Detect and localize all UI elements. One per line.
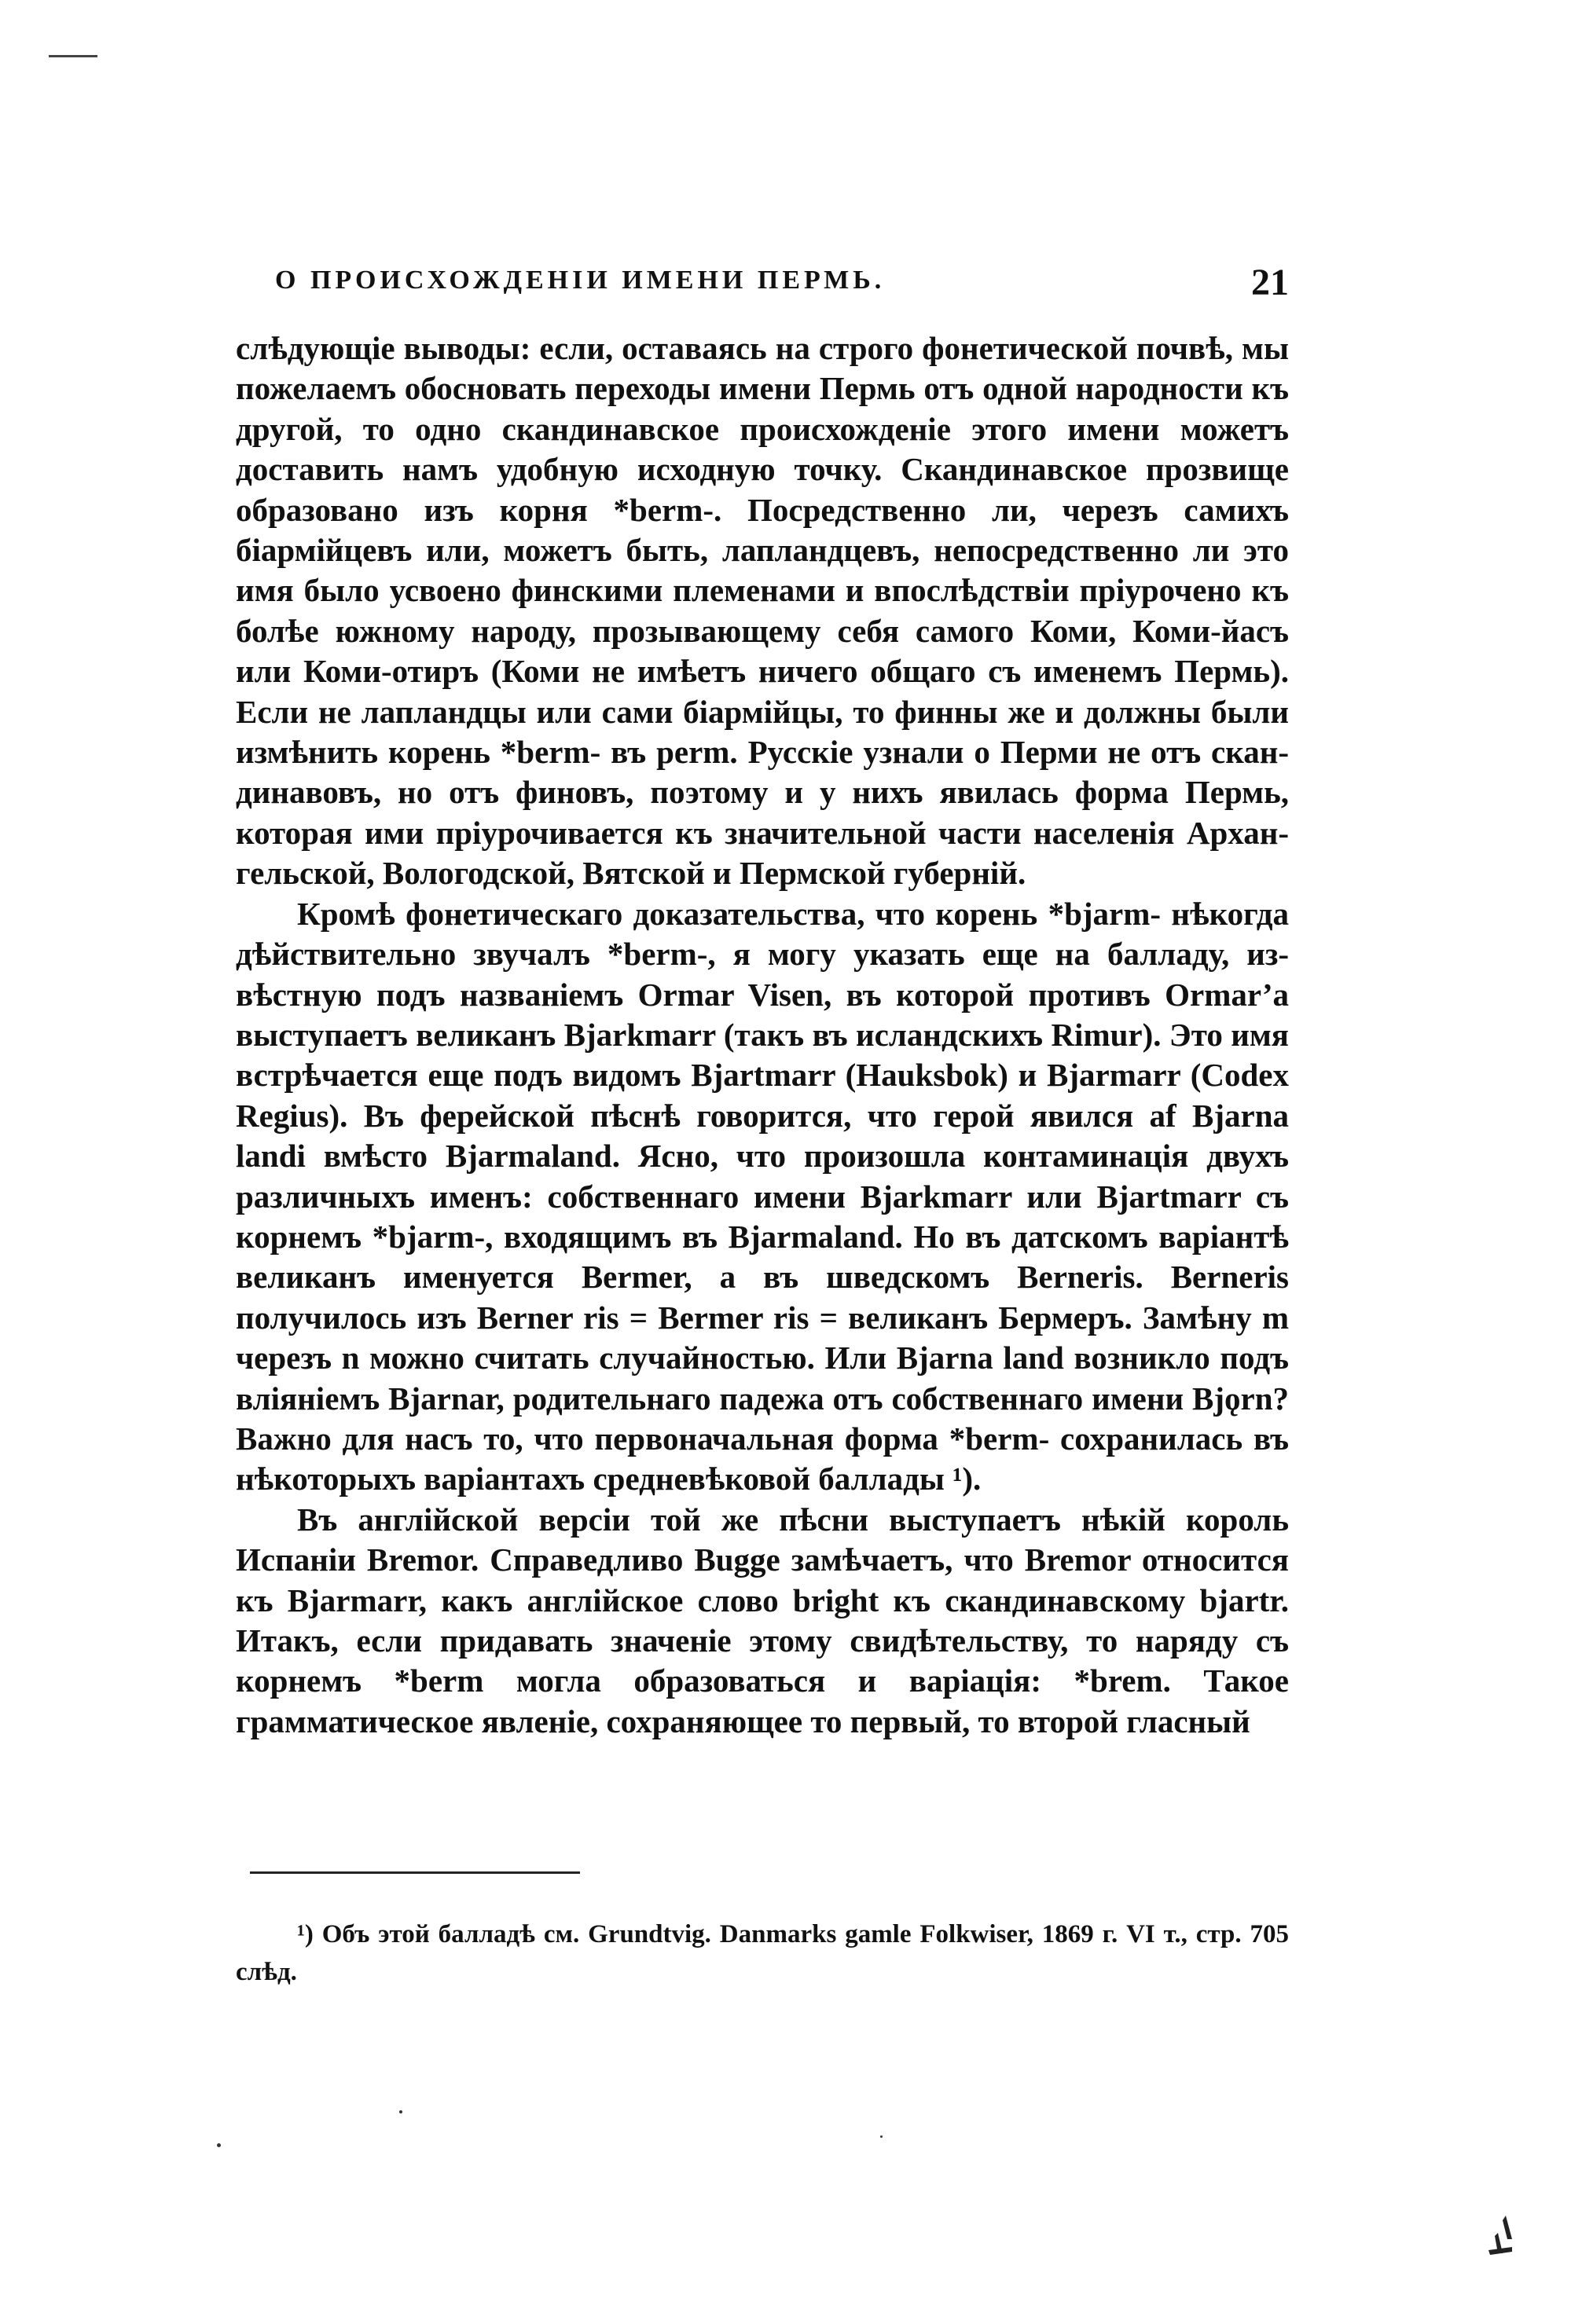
scan-corner-mark xyxy=(1484,2212,1515,2260)
page-number: 21 xyxy=(1251,262,1289,303)
paragraph-2: Кромѣ фонетическаго доказательства, что корень *bjarm- нѣкогда дѣйствительно звучалъ *berm-, я могу указать еще на балладу, извѣстную подъ названіемъ Ormar Visen, въ которой противъ Ormar’а выступаетъ великанъ Bjarkmarr (такъ въ исландскихъ Rimur). Это имя встрѣчается еще подъ видомъ Bjartmarr (Hauksbok) и Bjarmarr (Codex Regius). Въ ферейской пѣснѣ говорится, что герой явился af Bjarna landi вмѣсто Bjarmaland. Ясно, что произошла контаминація двухъ различныхъ именъ: собственнаго имени Bjarkmarr или Bjartmarr съ корнемъ *bjarm-, входящимъ въ Bjarmaland. Но въ датскомъ варіантѣ великанъ именуется Bermer, а въ шведскомъ Berneris. Berneris получилось изъ Berner ris = Bermer ris = великанъ Бермеръ. Замѣну m черезъ n можно считать случайностью. Или Bjarna land возникло подъ вліяніемъ Bjarnar, родительнаго падежа отъ собственнаго имени Bjǫrn? Важно для насъ то, что первоначальная форма *berm- сохранилась въ нѣкоторыхъ варіантахъ средневѣковой баллады ¹). xyxy=(236,895,1289,1497)
main-text xyxy=(236,328,1289,1742)
footnote: ¹) Объ этой балладѣ см. Grundtvig. Danmarks gamle Folkwiser, 1869 г. VI т., стр. 705 слѣд. xyxy=(236,1920,1289,1986)
scan-edge-mark xyxy=(49,55,97,57)
running-title: О ПРОИСХОЖДЕНІИ ИМЕНИ ПЕРМЬ. xyxy=(275,266,886,295)
scan-speck xyxy=(880,2135,883,2138)
paragraph-1: слѣдующіе выводы: если, оставаясь на строго фонетической почвѣ, мы пожелаемъ обосновать переходы имени Пермь отъ одной народности къ другой, то одно скандинавское происхожденіе этого имени можетъ доставить намъ удобную исходную точку. Скандинавское прозвище образовано изъ корня *berm-. Посредственно ли, черезъ самихъ біармійцевъ или, можетъ быть, лапландцевъ, непосредственно ли это имя было усвоено финскими племенами и впослѣдствіи пріурочено къ болѣе южному народу, прозывающему себя самого Коми, Коми-йасъ или Коми-отиръ (Коми не имѣетъ ничего общаго съ именемъ Пермь). Если не лапландцы или сами біармійцы, то финны же и должны были измѣнить корень *berm- въ perm. Русскіе узнали о Перми не отъ скандинавовъ, но отъ финовъ, поэтому и у нихъ явилась форма Пермь, которая ими пріурочивается къ значительной части населенія Архангельской, Вологодской, Вятской и Пермской губерній. xyxy=(236,330,1289,892)
paragraph-3: Въ англійской версіи той же пѣсни выступаетъ нѣкій король Испаніи Bremor. Справедливо Bugge замѣчаетъ, что Bremor относится къ Bjarmarr, какъ англійское слово bright къ скандинавскому bjartr. Итакъ, если придавать значеніе этому свидѣтельству, то наряду съ корнемъ *berm могла образоваться и варіація: *brem. Такое грамматическое явленіе, сохраняющее то первый, то второй гласный xyxy=(236,1501,1289,1739)
scan-speck xyxy=(399,2110,402,2113)
scan-speck xyxy=(217,2143,221,2147)
page-header xyxy=(236,261,1289,308)
footnote-separator xyxy=(250,1871,580,1874)
